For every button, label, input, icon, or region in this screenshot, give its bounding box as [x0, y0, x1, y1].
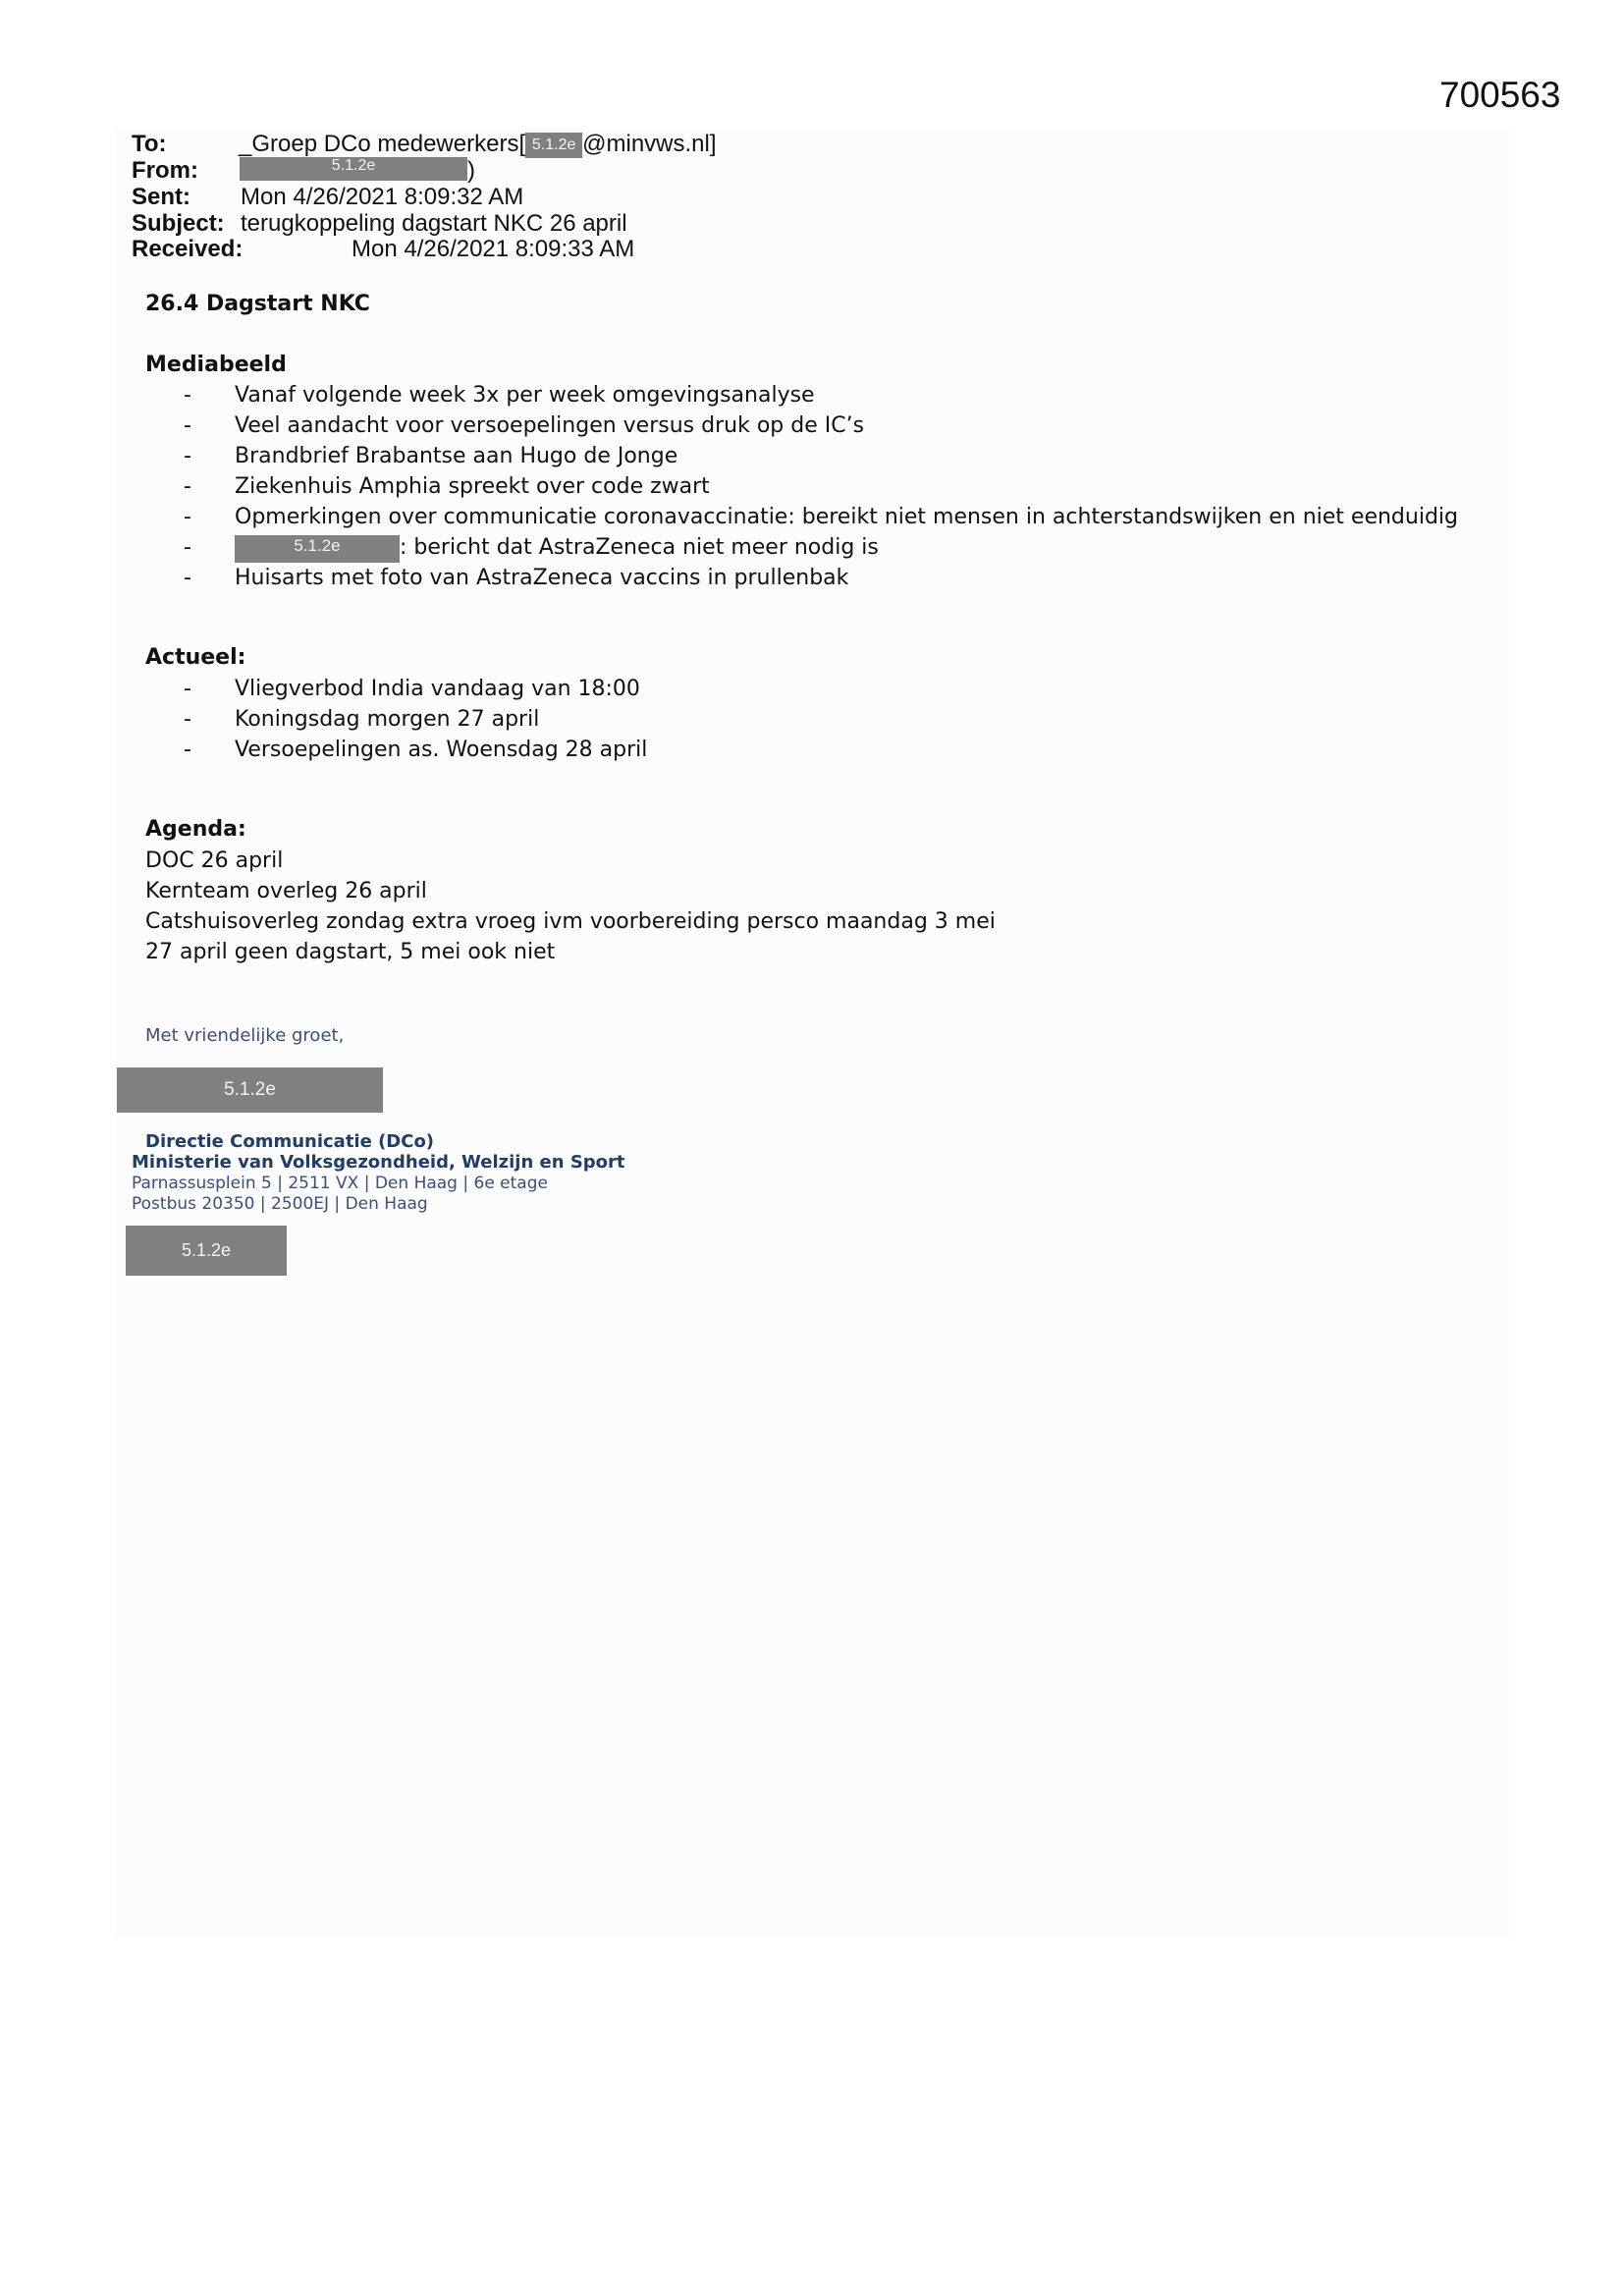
department: Directie Communicatie (DCo)	[145, 1131, 435, 1152]
postbus: Postbus 20350 | 2500EJ | Den Haag	[132, 1194, 428, 1214]
address: Parnassusplein 5 | 2511 VX | Den Haag | 6e etage	[132, 1174, 548, 1193]
agenda-line: 27 april geen dagstart, 5 mei ook niet	[145, 940, 556, 964]
body-title: 26.4 Dagstart NKC	[145, 292, 370, 316]
dash: -	[184, 474, 191, 499]
sent-label: Sent:	[132, 184, 190, 210]
mediabeeld-heading: Mediabeeld	[145, 353, 287, 377]
ministry: Ministerie van Volksgezondheid, Welzijn en Sport	[132, 1152, 625, 1173]
dash: -	[184, 413, 191, 438]
actueel-heading: Actueel:	[145, 645, 246, 670]
dash: -	[184, 566, 191, 590]
sent-value: Mon 4/26/2021 8:09:32 AM	[241, 184, 524, 210]
to-value	[239, 131, 717, 158]
subject-value: terugkoppeling dagstart NKC 26 april	[241, 210, 627, 237]
agenda-heading: Agenda:	[145, 817, 246, 842]
agenda-line: Kernteam overleg 26 april	[145, 879, 427, 903]
agenda-line: Catshuisoverleg zondag extra vroeg ivm voorbereiding persco maandag 3 mei	[145, 909, 996, 934]
dash: -	[184, 535, 191, 560]
dash: -	[184, 505, 191, 529]
from-value	[240, 157, 475, 185]
redaction-block: 5.1.2e	[117, 1067, 383, 1113]
to-label: To:	[132, 131, 167, 157]
redaction-block: 5.1.2e	[525, 133, 582, 158]
greeting: Met vriendelijke groet,	[145, 1025, 345, 1046]
agenda-line: DOC 26 april	[145, 848, 284, 873]
dash: -	[184, 677, 191, 701]
from-suffix: )	[467, 157, 475, 184]
dash: -	[184, 383, 191, 408]
received-value: Mon 4/26/2021 8:09:33 AM	[352, 236, 635, 262]
document-id: 700563	[1439, 75, 1561, 115]
dash: -	[184, 444, 191, 468]
dash: -	[184, 707, 191, 732]
redaction-block: 5.1.2e	[235, 535, 400, 563]
from-label: From:	[132, 157, 198, 184]
subject-label: Subject:	[132, 210, 225, 237]
dash: -	[184, 738, 191, 762]
to-domain: @minvws.nl]	[582, 131, 717, 157]
redaction-block: 5.1.2e	[240, 157, 467, 181]
to-recipient: _Groep DCo medewerkers[	[239, 131, 526, 157]
received-label: Received:	[132, 236, 244, 262]
redaction-block: 5.1.2e	[126, 1226, 287, 1276]
